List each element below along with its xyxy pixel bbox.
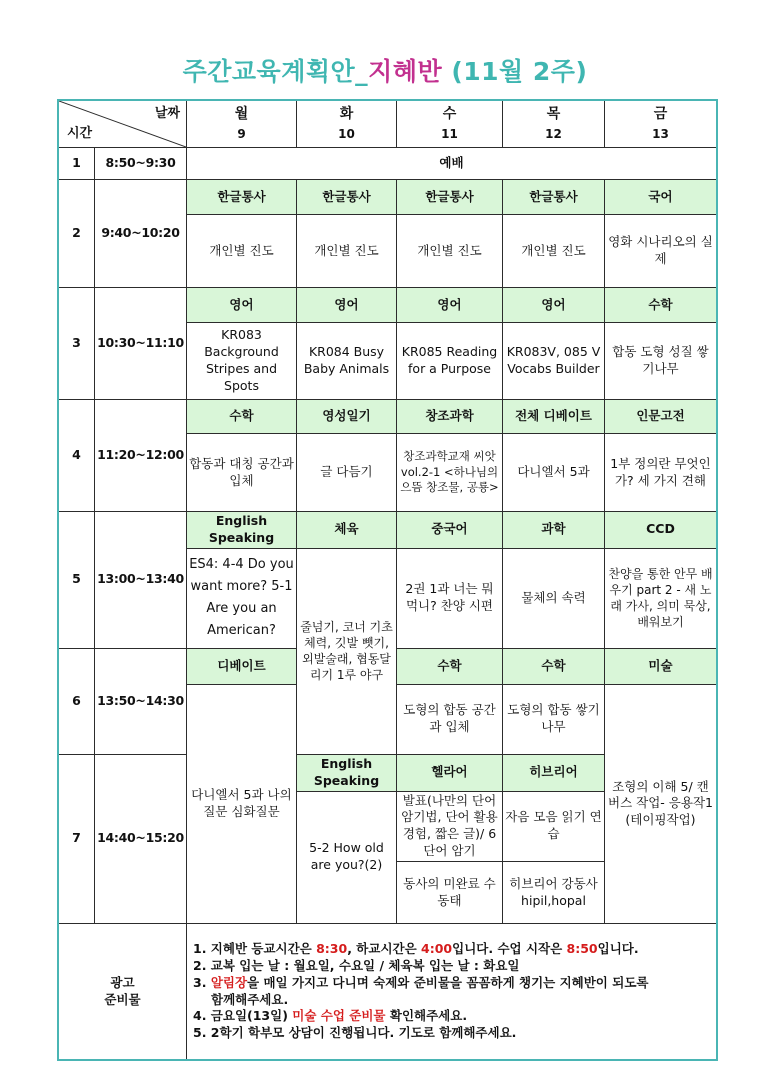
weekly-schedule-table — [58, 100, 717, 1060]
subject-cell: CCD — [605, 512, 717, 549]
period-number: 5 — [59, 512, 95, 649]
subject-cell: 영어 — [397, 288, 503, 323]
content-cell: 줄넘기, 코너 기초체력, 깃발 뺏기, 외발술래, 협동달리기 1루 야구 — [297, 548, 397, 754]
notice-item: 2. 교복 입는 날 : 월요일, 수요일 / 체육복 입는 날 : 화요일 — [193, 957, 520, 973]
content-cell: KR085 Reading for a Purpose — [397, 323, 503, 400]
period-time: 11:20~12:00 — [95, 400, 187, 512]
period-time: 13:00~13:40 — [95, 512, 187, 649]
subject-cell: 영어 — [503, 288, 605, 323]
day-header-mon: 월 9 — [187, 101, 297, 148]
subject-cell: 한글통사 — [397, 180, 503, 215]
time-label: 시간 — [67, 126, 93, 142]
subject-cell: 수학 — [605, 288, 717, 323]
content-cell: 합동과 대칭 공간과 입체 — [187, 434, 297, 512]
content-cell: 개인별 진도 — [297, 215, 397, 288]
subject-cell: 중국어 — [397, 512, 503, 549]
period-time: 10:30~11:10 — [95, 288, 187, 400]
subject-cell: 수학 — [187, 400, 297, 434]
class-name: 지혜반 — [368, 57, 443, 86]
subject-cell: 영어 — [297, 288, 397, 323]
subject-cell: 수학 — [503, 648, 605, 684]
subject-cell: 인문고전 — [605, 400, 717, 434]
period-time: 14:40~15:20 — [95, 754, 187, 923]
subject-cell: 미술 — [605, 648, 717, 684]
content-cell: 도형의 합동 공간과 입체 — [397, 684, 503, 754]
subject-cell: 과학 — [503, 512, 605, 549]
content-cell: 2권 1과 너는 뭐 먹니? 찬양 시편 — [397, 548, 503, 648]
notice-item: 1. 지혜반 등교시간은 8:30, 하교시간은 4:00입니다. 수업 시작은 8:50입니다. — [193, 940, 639, 956]
content-cell: ES4: 4-4 Do you want more? 5-1 Are you an American? — [187, 548, 297, 648]
notes-label: 광고 준비물 — [59, 924, 187, 1060]
content-cell: 다니엘서 5과 — [503, 434, 605, 512]
subject-cell: 체육 — [297, 512, 397, 549]
content-cell: 개인별 진도 — [503, 215, 605, 288]
subject-cell: English Speaking — [187, 512, 297, 549]
content-cell: 발표(나만의 단어 암기법, 단어 활용 경험, 짧은 글)/ 6단어 암기 — [397, 791, 503, 862]
content-cell: 영화 시나리오의 실제 — [605, 215, 717, 288]
content-cell: 히브리어 강동사 hipil,hopal — [503, 862, 605, 924]
subject-cell: 히브리어 — [503, 754, 605, 791]
subject-cell: 디베이트 — [187, 648, 297, 684]
period-time: 8:50~9:30 — [95, 148, 187, 180]
worship-cell: 예배 — [187, 148, 717, 180]
content-cell: 개인별 진도 — [187, 215, 297, 288]
subject-cell: 한글통사 — [187, 180, 297, 215]
day-header-fri: 금 13 — [605, 101, 717, 148]
period-number: 4 — [59, 400, 95, 512]
date-time-header — [59, 101, 187, 148]
content-cell: 1부 정의란 무엇인가? 세 가지 견해 — [605, 434, 717, 512]
day-header-tue: 화 10 — [297, 101, 397, 148]
period-time: 9:40~10:20 — [95, 180, 187, 288]
subject-cell: 전체 디베이트 — [503, 400, 605, 434]
content-cell: KR083 Background Stripes and Spots — [187, 323, 297, 400]
content-cell: 동사의 미완료 수동태 — [397, 862, 503, 924]
content-cell: 글 다듬기 — [297, 434, 397, 512]
subject-cell: English Speaking — [297, 754, 397, 791]
content-cell: KR084 Busy Baby Animals — [297, 323, 397, 400]
period-time: 13:50~14:30 — [95, 648, 187, 754]
content-cell: 5-2 How old are you?(2) — [297, 791, 397, 924]
content-cell: 조형의 이해 5/ 캔버스 작업- 응용작1 (테이핑작업) — [605, 684, 717, 923]
day-header-thu: 목 12 — [503, 101, 605, 148]
subject-cell: 창조과학 — [397, 400, 503, 434]
notice-item: 4. 금요일(13일) 미술 수업 준비물 확인해주세요. — [193, 1008, 468, 1024]
subject-cell: 한글통사 — [297, 180, 397, 215]
subject-cell: 한글통사 — [503, 180, 605, 215]
content-cell: KR083V, 085 V Vocabs Builder — [503, 323, 605, 400]
notice-item-continued: 함께해주세요. — [211, 991, 289, 1007]
notice-item: 5. 2학기 학부모 상담이 진행됩니다. 기도로 함께해주세요. — [193, 1025, 517, 1041]
notes-cell — [187, 924, 717, 1060]
content-cell: 자음 모음 읽기 연습 — [503, 791, 605, 862]
content-cell: 다니엘서 5과 나의 질문 심화질문 — [187, 684, 297, 923]
page-title: 주간교육계획안_지혜반 (11월 2주) — [182, 57, 588, 86]
content-cell: 도형의 합동 쌓기나무 — [503, 684, 605, 754]
subject-cell: 영성일기 — [297, 400, 397, 434]
period-number: 7 — [59, 754, 95, 923]
day-header-wed: 수 11 — [397, 101, 503, 148]
date-label: 날짜 — [154, 106, 180, 121]
period-number: 6 — [59, 648, 95, 754]
notice-item: 3. 알림장을 매일 가지고 다니며 숙제와 준비물을 꼼꼼하게 챙기는 지혜반이 되도록 — [193, 974, 649, 990]
content-cell: 개인별 진도 — [397, 215, 503, 288]
subject-cell: 국어 — [605, 180, 717, 215]
content-cell: 창조과학교재 씨앗 vol.2-1 <하나님의 으뜸 창조물, 공룡> — [397, 434, 503, 512]
period-number: 1 — [59, 148, 95, 180]
period-number: 3 — [59, 288, 95, 400]
subject-cell: 수학 — [397, 648, 503, 684]
content-cell: 찬양을 통한 안무 배우기 part 2 - 새 노래 가사, 의미 묵상, 배워보기 — [605, 548, 717, 648]
subject-cell: 영어 — [187, 288, 297, 323]
subject-cell: 헬라어 — [397, 754, 503, 791]
period-number: 2 — [59, 180, 95, 288]
content-cell: 합동 도형 성질 쌓기나무 — [605, 323, 717, 400]
content-cell: 물체의 속력 — [503, 548, 605, 648]
